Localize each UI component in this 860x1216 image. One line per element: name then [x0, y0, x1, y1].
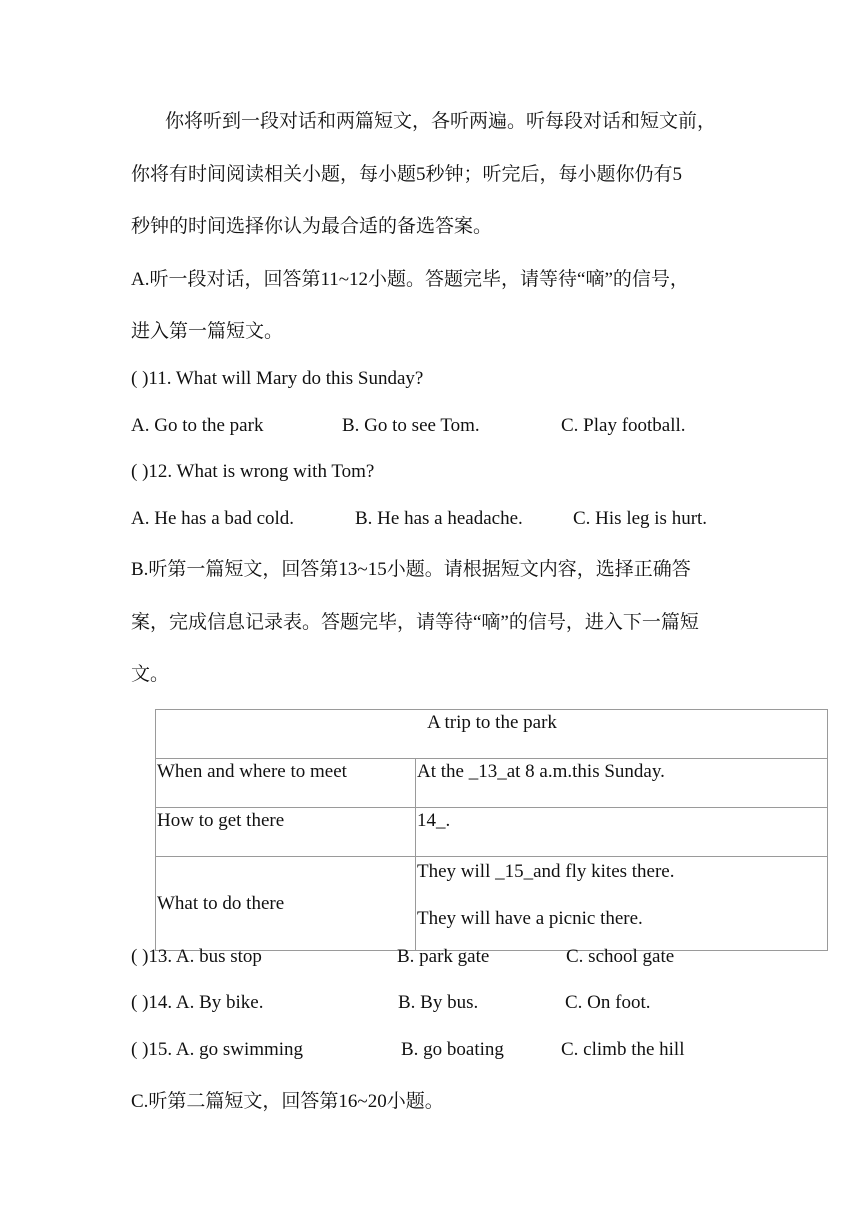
question-11-option-c: C. Play football.: [561, 415, 686, 436]
table-row-value: 14_.: [416, 808, 828, 857]
question-13-option-c: C. school gate: [566, 946, 675, 967]
table-row-value-cell: [416, 857, 828, 951]
table-row-value: At the _13_at 8 a.m.this Sunday.: [416, 759, 828, 808]
question-15-option-b: B. go boating: [401, 1039, 504, 1060]
table-row-value-line-2: They will have a picnic there.: [417, 908, 643, 929]
table-title: A trip to the park: [156, 710, 828, 759]
intro-line-2: 你将有时间阅读相关小题，每小题5秒钟；听完后，每小题你仍有5: [131, 164, 683, 185]
question-12-option-c: C. His leg is hurt.: [573, 508, 708, 529]
question-14-option-c: C. On foot.: [565, 992, 651, 1013]
table-row-value-line-1: They will _15_and fly kites there.: [417, 861, 675, 882]
question-13-option-b: B. park gate: [397, 946, 490, 967]
table-row-label: When and where to meet: [156, 759, 416, 808]
info-record-table: [155, 709, 828, 951]
section-c-line-1: C.听第二篇短文，回答第16~20小题。: [131, 1091, 444, 1112]
section-b-line-3: 文。: [131, 664, 170, 685]
intro-line-1: 你将听到一段对话和两篇短文，各听两遍。听每段对话和短文前，: [165, 111, 717, 132]
table-row-label: What to do there: [156, 857, 416, 951]
question-13-stem: ( )13. A. bus stop: [131, 946, 262, 967]
question-11-option-b: B. Go to see Tom.: [342, 415, 480, 436]
question-12-stem: ( )12. What is wrong with Tom?: [131, 461, 375, 482]
question-12-option-b: B. He has a headache.: [355, 508, 523, 529]
section-a-line-2: 进入第一篇短文。: [131, 321, 284, 342]
question-15-option-c: C. climb the hill: [561, 1039, 685, 1060]
section-b-line-2: 案，完成信息记录表。答题完毕，请等待“嘀”的信号，进入下一篇短: [131, 612, 699, 633]
table-title-row: [156, 710, 828, 759]
intro-line-3: 秒钟的时间选择你认为最合适的备选答案。: [131, 216, 493, 237]
question-11-stem: ( )11. What will Mary do this Sunday?: [131, 368, 424, 389]
table-row: [156, 857, 828, 951]
question-14-option-b: B. By bus.: [398, 992, 479, 1013]
section-b-line-1: B.听第一篇短文，回答第13~15小题。请根据短文内容，选择正确答: [131, 559, 691, 580]
question-14-stem: ( )14. A. By bike.: [131, 992, 264, 1013]
question-12-option-a: A. He has a bad cold.: [131, 508, 295, 529]
section-a-line-1: A.听一段对话，回答第11~12小题。答题完毕，请等待“嘀”的信号，: [131, 269, 689, 290]
question-11-option-a: A. Go to the park: [131, 415, 264, 436]
question-15-stem: ( )15. A. go swimming: [131, 1039, 304, 1060]
table-row: [156, 759, 828, 808]
table-row-label: How to get there: [156, 808, 416, 857]
table-row: [156, 808, 828, 857]
